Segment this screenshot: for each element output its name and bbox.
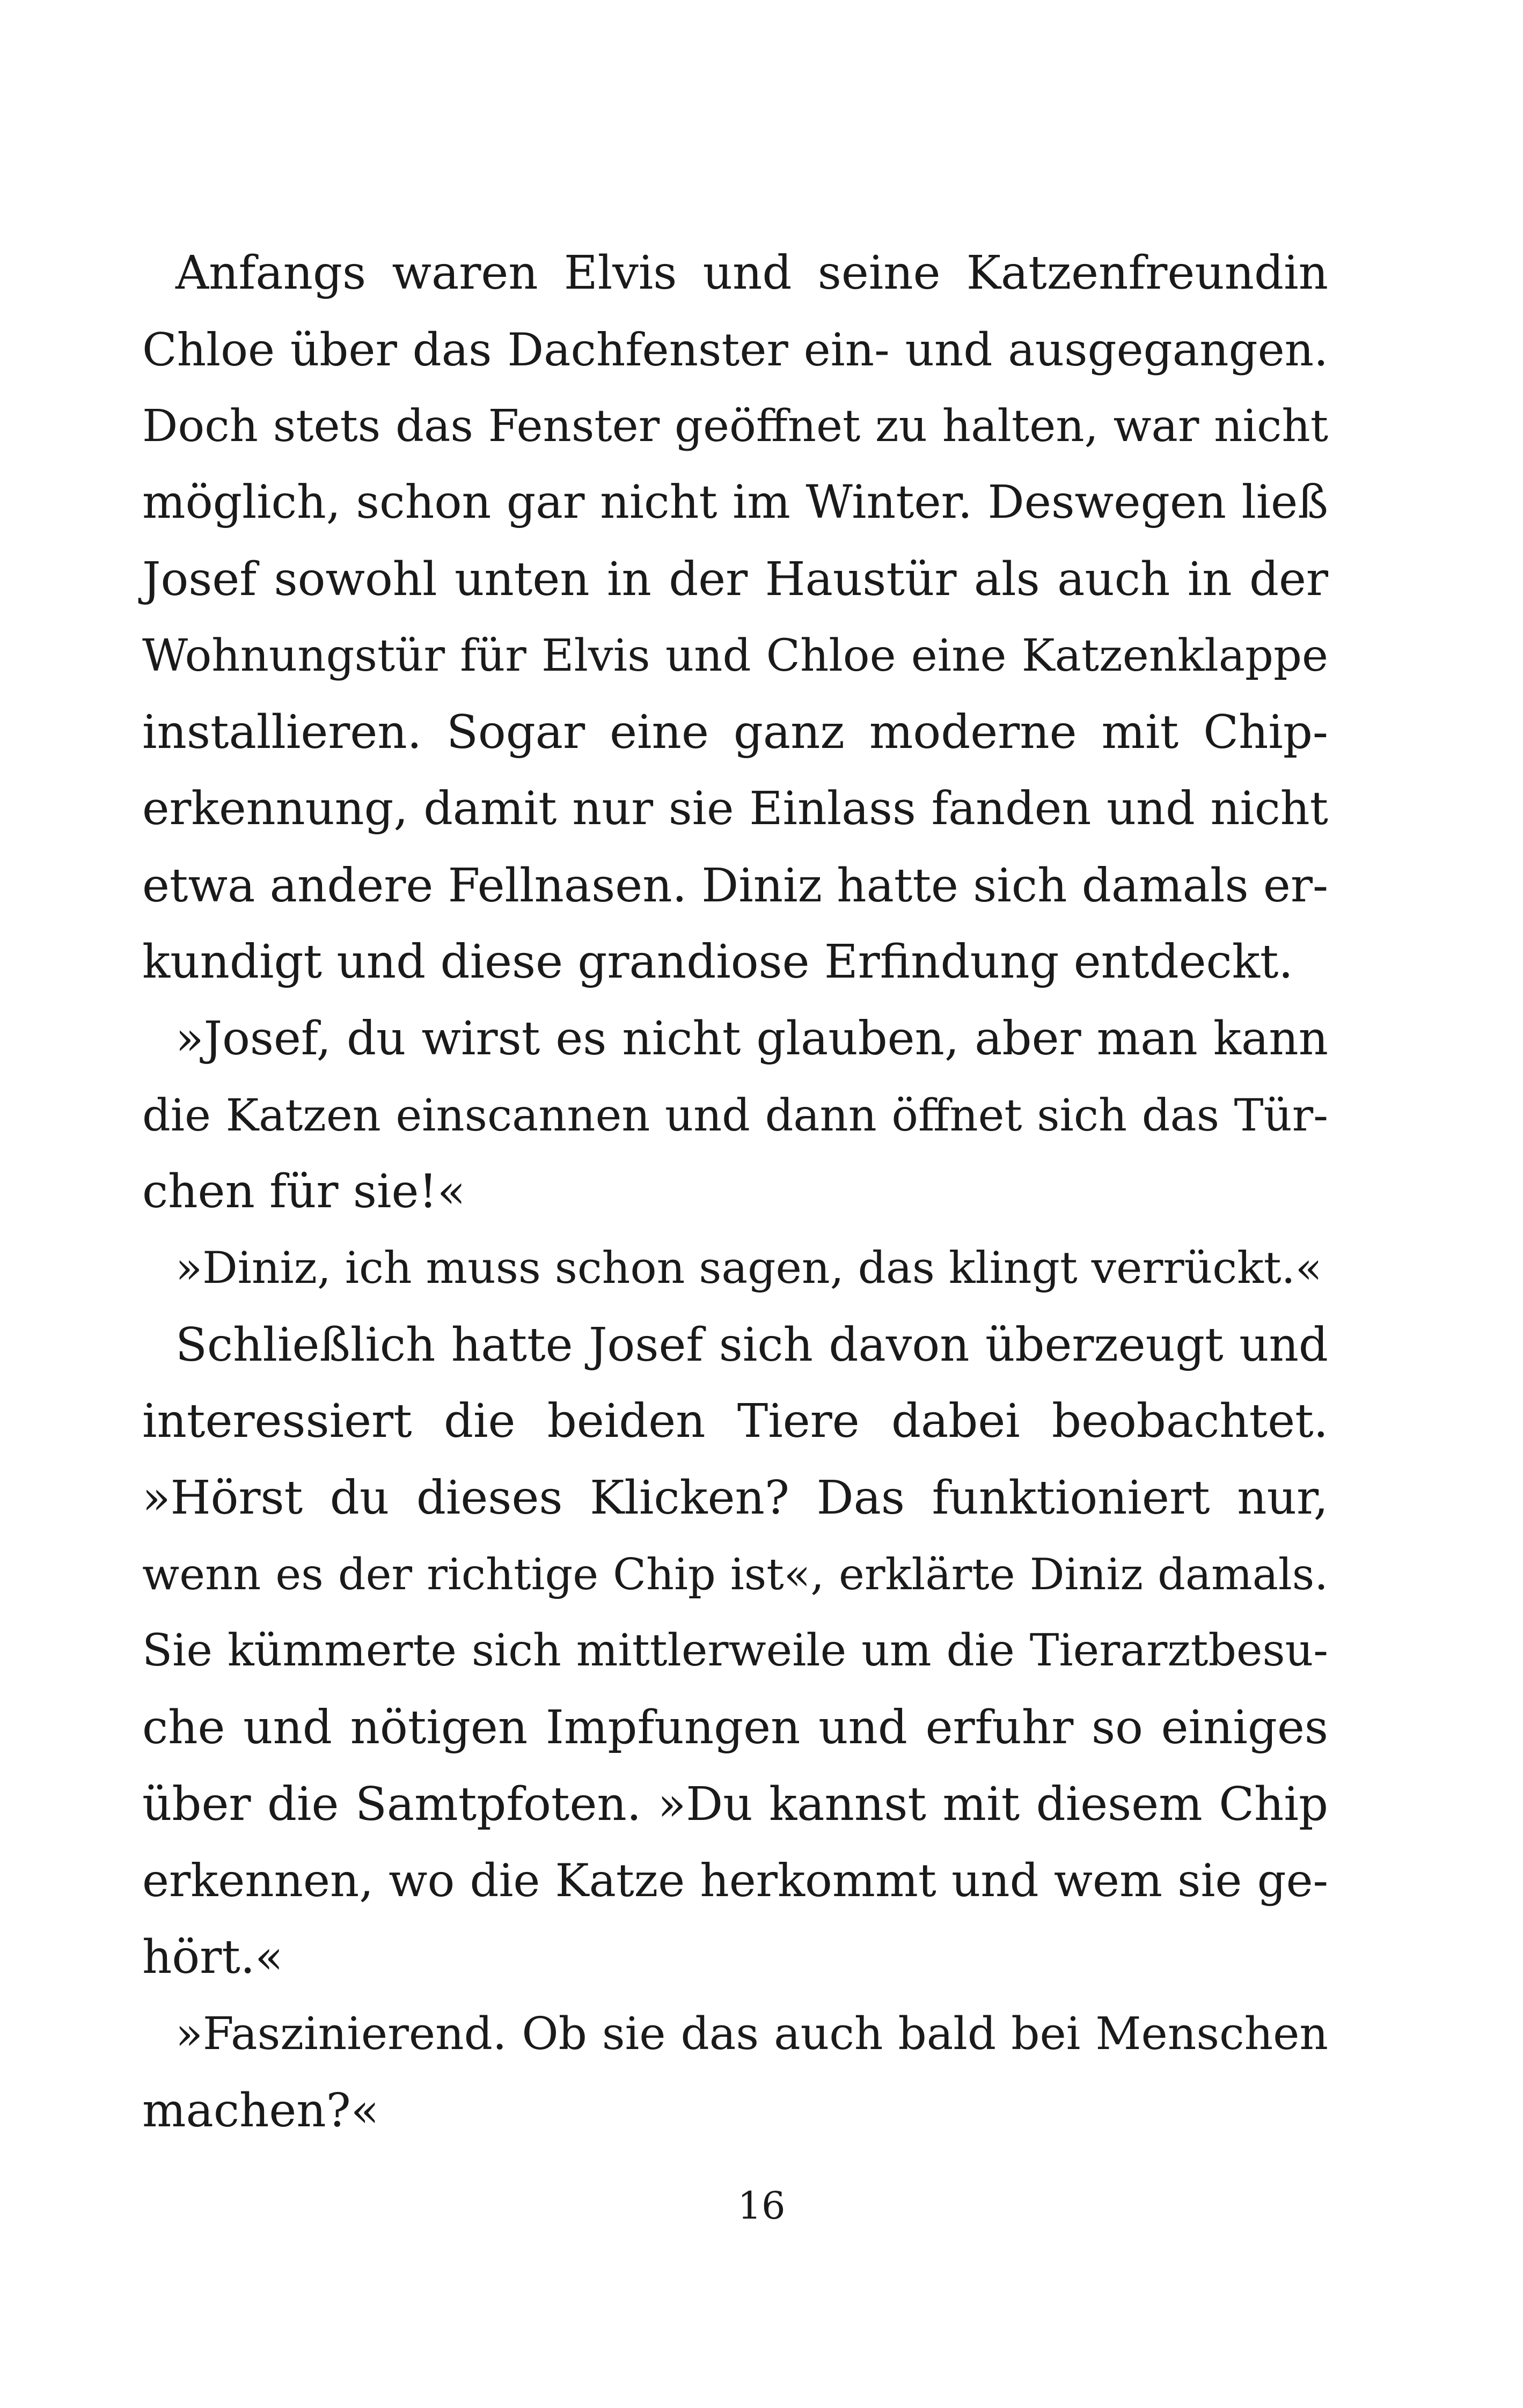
text-line: möglich, schon gar nicht im Winter. Deswegen ließ [142,476,1328,530]
text-line: che und nötigen Impfungen und erfuhr so einiges [142,1701,1328,1755]
body-text [142,235,1328,2149]
text-line: Schließlich hatte Josef sich davon überzeugt und [175,1318,1328,1372]
text-line: Doch stets das Fenster geöffnet zu halten, war nicht [142,400,1328,452]
text-line: etwa andere Fellnasen. Diniz hatte sich damals er- [142,858,1328,913]
page-number: 16 [737,2184,786,2228]
text-line: Wohnungstür für Elvis und Chloe eine Katzenklappe [142,629,1328,682]
text-line: die Katzen einscannen und dann öffnet sich das Tür- [142,1089,1328,1141]
text-line: Josef sowohl unten in der Haustür als auch in der [142,552,1328,606]
text-line: wenn es der richtige Chip ist«, erklärte Diniz damals. [142,1549,1328,1600]
text-line: erkennung, damit nur sie Einlass fanden und nicht [142,782,1328,835]
text-line: kundigt und diese grandiose Erfindung entdeckt. [142,935,1293,989]
text-line: Sie kümmerte sich mittlerweile um die Tierarztbesu- [142,1625,1328,1677]
text-line: installieren. Sogar eine ganz moderne mit Chip- [142,706,1328,760]
text-line: über die Samtpfoten. »Du kannst mit diesem Chip [142,1777,1328,1831]
text-line: Anfangs waren Elvis und seine Katzenfreundin [175,246,1328,300]
text-line: chen für sie!« [142,1165,466,1219]
text-line: »Diniz, ich muss schon sagen, das klingt verrückt.« [175,1242,1322,1294]
text-line: hört.« [142,1930,283,1985]
text-line: erkennen, wo die Katze herkommt und wem sie ge- [142,1854,1328,1907]
text-line: interessiert die beiden Tiere dabei beobachtet. [142,1394,1328,1449]
text-line: machen?« [142,2083,379,2138]
text-line: Chloe über das Dachfenster ein- und ausgegangen. [142,323,1328,376]
text-line: »Hörst du dieses Klicken? Das funktioniert nur, [142,1471,1328,1525]
text-line: »Faszinierend. Ob sie das auch bald bei Menschen [175,2007,1328,2060]
text-line: »Josef, du wirst es nicht glauben, aber man kann [175,1011,1328,1066]
